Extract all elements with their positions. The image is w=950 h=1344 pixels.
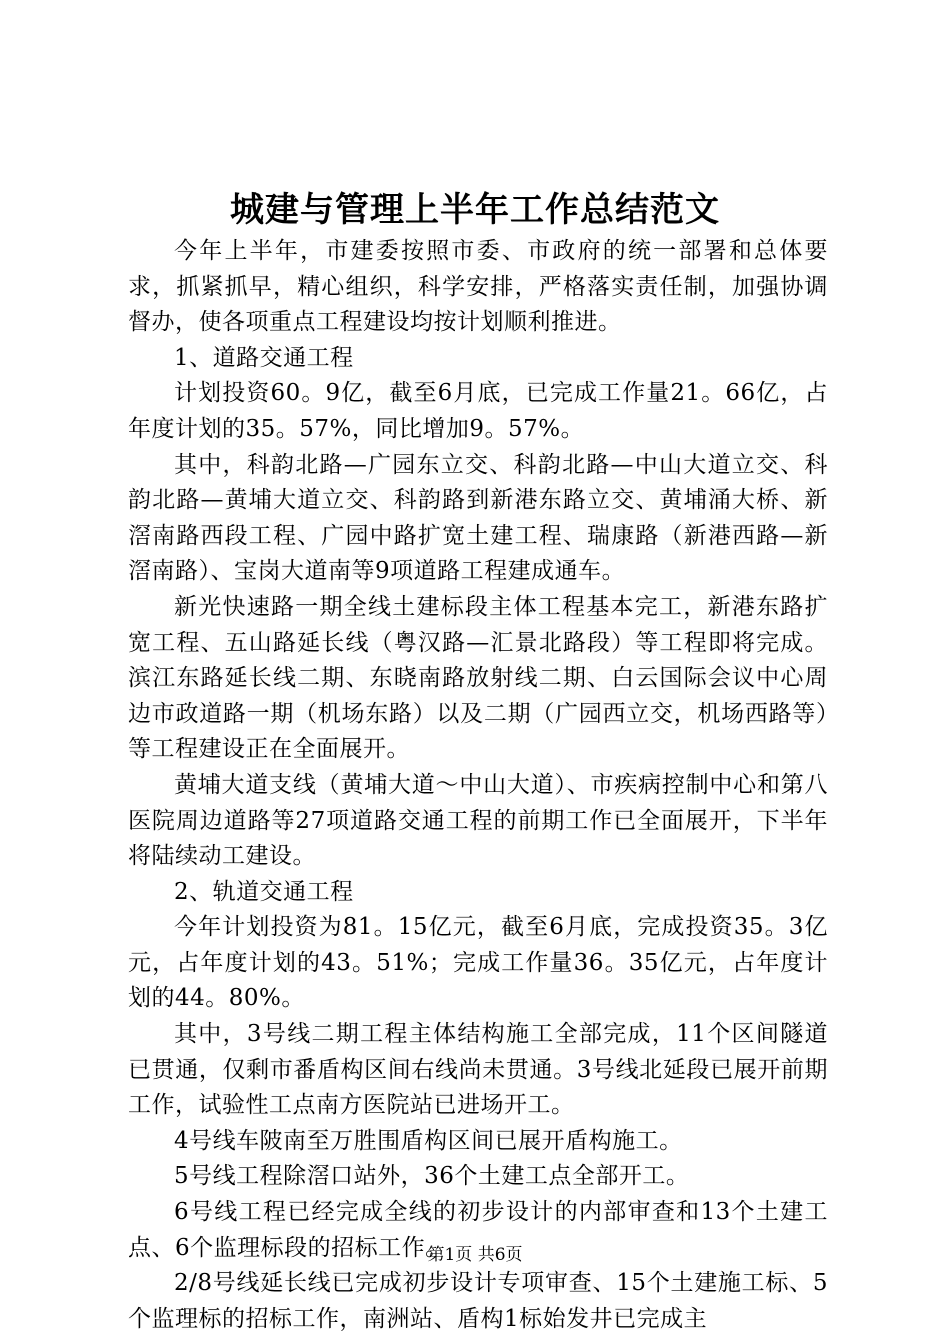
paragraph-intro: 今年上半年，市建委按照市委、市政府的统一部署和总体要求，抓紧抓早，精心组织，科学安排，严格落实责任制，加强协调督办，使各项重点工程建设均按计划顺利推进。 bbox=[128, 238, 828, 336]
paragraph-road-preparation: 黄埔大道支线（黄埔大道～中山大道）、市疾病控制中心和第八医院周边道路等27项道路交通工程的前期工作已全面展开，下半年将陆续动工建设。 bbox=[128, 771, 828, 870]
paragraph-line4: 4号线车陂南至万胜围盾构区间已展开盾构施工。 bbox=[174, 1127, 683, 1154]
paragraph-road-progress: 新光快速路一期全线土建标段主体工程基本完工，新港东路扩宽工程、五山路延长线（粤汉路—汇景北路段）等工程即将完成。滨江东路延长线二期、东晓南路放射线二期、白云国际会议中心周边市政道路一期（机场东路）以及二期（广园西立交，机场西路等）等工程建设正在全面展开。 bbox=[128, 593, 828, 763]
document-body bbox=[128, 234, 828, 1337]
paragraph-line2-8: 2/8号线延长线已完成初步设计专项审查、15个土建施工标、5个监理标的招标工作，南洲站、盾构1标始发井已完成主 bbox=[128, 1270, 828, 1332]
paragraph-line6: 6号线工程已经完成全线的初步设计的内部审查和13个土建工点、6个监理标段的招标工作。 bbox=[128, 1199, 828, 1261]
page-footer: 第1页 共6页 bbox=[427, 1245, 523, 1265]
paragraph-line5: 5号线工程除滘口站外，36个土建工点全部开工。 bbox=[174, 1163, 690, 1190]
paragraph-line3: 其中，3号线二期工程主体结构施工全部完成，11个区间隧道已贯通，仅剩市番盾构区间右线尚未贯通。3号线北延段已展开前期工作，试验性工点南方医院站已进场开工。 bbox=[128, 1021, 828, 1119]
section-heading-road: 1、道路交通工程 bbox=[174, 344, 354, 371]
document-title: 城建与管理上半年工作总结范文 bbox=[230, 190, 720, 230]
section-heading-rail: 2、轨道交通工程 bbox=[174, 878, 354, 905]
paragraph-rail-investment: 今年计划投资为81。15亿元，截至6月底，完成投资35。3亿元，占年度计划的43。51%；完成工作量36。35亿元，占年度计划的44。80%。 bbox=[128, 914, 828, 1012]
paragraph-road-investment: 计划投资60。9亿，截至6月底，已完成工作量21。66亿，占年度计划的35。57%，同比增加9。57%。 bbox=[128, 380, 828, 442]
paragraph-road-completed: 其中，科韵北路—广园东立交、科韵北路—中山大道立交、科韵北路—黄埔大道立交、科韵路到新港东路立交、黄埔涌大桥、新滘南路西段工程、广园中路扩宽土建工程、瑞康路（新港西路—新滘南路）、宝岗大道南等9项道路工程建成通车。 bbox=[128, 451, 828, 585]
